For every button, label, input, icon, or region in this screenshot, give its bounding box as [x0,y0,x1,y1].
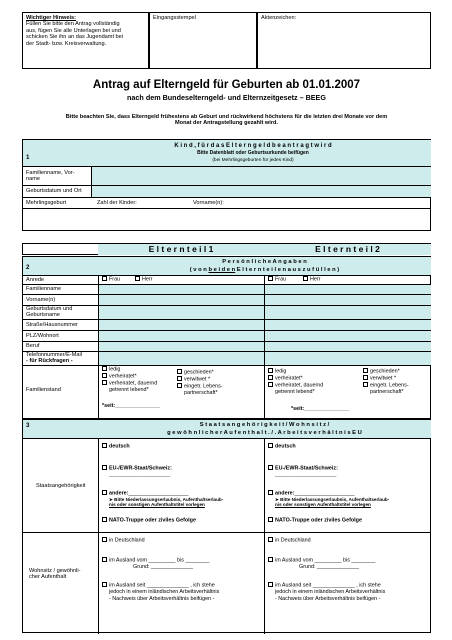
p2-ledig-option[interactable] [268,368,286,375]
p2-partner-line2: partnerschaft* [370,389,404,395]
p2-verheiratet-option[interactable] [268,375,303,382]
deadline-note-line: Bitte beachten Sie, dass Elterngeld frühestens ab Geburt und rückwirkend höchstens für die letzten drei Monate vor dem [65,114,388,120]
option-label: verwitwet * [184,376,211,383]
checkbox-icon [102,373,107,378]
checkbox-icon [102,537,107,542]
section-2-heading-2 [98,267,431,274]
arrow-right-icon: ➤ [275,497,281,502]
p2-frau-option[interactable] [268,276,286,283]
permit-text: nis oder sonstigen Aufenthaltstitel vorlegen [275,502,371,508]
geburt-label [26,306,72,319]
p1-getrennt-option[interactable] [102,380,157,387]
checkbox-icon [102,465,107,470]
plz-label: PLZ/Wohnort [26,333,59,339]
heading-part: ( v o n [189,267,209,273]
p2-seit-line2: jedoch in einem inländischen Arbeitsverhältnis [275,589,386,595]
checkbox-icon [135,276,140,281]
p2-andere-option[interactable] [268,490,354,497]
p1-herr-option[interactable] [135,276,152,283]
p1-nato-option[interactable] [102,517,196,524]
p2-vorname-field[interactable] [265,295,431,305]
option-label: in Deutschland [109,537,145,544]
staat-label: Staatsangehörigkeit [36,483,86,489]
file-number-label: Aktenzeichen: [261,15,297,21]
parent-header-row [22,243,431,255]
seit-text: *seit: [102,403,116,409]
p1-plz-field[interactable] [99,331,264,341]
option-label: EU-/EWR-Staat/Schweiz: [275,465,338,472]
permit-line [109,502,223,507]
option-label: Herr [142,276,153,283]
p1-beruf-field[interactable] [99,342,264,351]
checkbox-icon [102,276,107,281]
child-birth-field[interactable] [92,186,431,197]
option-label: geschieden* [370,368,400,375]
andere-line[interactable]: ____________________ [128,490,189,497]
parent-1-heading: E l t e r n t e i l 1 [148,244,214,254]
p1-frau-option[interactable] [102,276,120,283]
checkbox-icon [102,443,107,448]
section-3 [22,419,431,633]
p2-deutsch-option[interactable] [268,443,296,450]
p2-geburt-field[interactable] [265,306,431,319]
p1-in-de-option[interactable] [102,537,145,544]
section-3-heading-2: g e w ö h n l i c h e r A u f e n t h a l t . / . A r b e i t s v e r h ä l t n i s E U [167,430,362,436]
child-name-label [26,170,75,183]
notice-line: schicken Sie ihn an das Jugendamt bei [26,34,124,41]
p1-getrennt-line2: getrennt lebend* [109,387,149,393]
p1-ausland-seit-option[interactable] [102,582,215,589]
section-2-heading-1: P e r s ö n l i c h e A n g a b e n [222,259,307,265]
heading-emphasis: b e i d e n [208,267,236,273]
stamp-label: Eingangsstempel [153,15,196,21]
stamp-box [149,12,257,69]
p1-seit-line3: - Nachweis über Arbeitsverhältnis beifügen - [109,596,215,602]
p1-geburt-field[interactable] [99,306,264,319]
p1-permit-note [109,497,223,508]
p2-in-de-option[interactable] [268,537,311,544]
section-1 [22,139,431,231]
permit-line [275,502,389,507]
multiple-birth-label: Mehrlingsgeburt [26,200,67,206]
label-line: cher Aufenthalt [29,574,67,581]
familienstand-label: Familienstand [26,387,61,393]
p1-andere-option[interactable] [102,490,188,497]
p1-telefon-field[interactable] [99,352,264,365]
page-title: Antrag auf Elterngeld für Geburten ab 01.01.2007 [92,79,361,91]
checkbox-icon [268,490,273,495]
permit-text: nis oder sonstigen Aufenthaltstitel vorlegen [109,502,205,508]
p2-familienname-field[interactable] [265,285,431,294]
option-label: andere: [275,490,295,497]
section-1-sub1: Bitte Datenblatt oder Geburtsurkunde beifügen [197,150,309,156]
p2-permit-note [275,497,389,508]
checkbox-icon [268,465,273,470]
checkbox-icon [102,582,107,587]
checkbox-icon [102,490,107,495]
p1-verheiratet-option[interactable] [102,373,137,380]
p1-grund-line[interactable]: Grund: ______________ [133,564,193,570]
strasse-label: Straße/Hausnummer [26,322,78,328]
notice-line: der Stadt- bzw. Kreisverwaltung. [26,40,107,47]
section-3-number: 3 [26,422,30,429]
first-names-label: Vorname(n): [193,200,224,206]
label-line: - für Rückfragen - [26,358,73,365]
p2-eu-line[interactable]: ________________________ [275,472,337,477]
p1-partner-line2: partnerschaft* [184,390,218,396]
p1-strasse-field[interactable] [99,320,264,330]
section-1-number: 1 [26,154,30,161]
deadline-note-line: Monat der Antragstellung gezahlt wird. [175,120,278,127]
option-label: im Ausland seit ______________ , ich stehe [275,582,381,589]
p1-partner-option[interactable] [177,383,223,390]
option-label: eingetr. Lebens- [370,382,409,389]
checkbox-icon [177,376,182,381]
p2-getrennt-option[interactable] [268,382,323,389]
wohnsitz-label [29,568,81,581]
option-label: in Deutschland [275,537,311,544]
p2-telefon-field[interactable] [265,352,431,365]
p2-grund-line[interactable]: Grund: ______________ [299,564,359,570]
option-label: EU-/EWR-Staat/Schweiz: [109,465,172,472]
option-label: deutsch [109,443,130,450]
option-label: verwitwet * [370,375,397,382]
checkbox-icon [303,276,308,281]
checkbox-icon [363,382,368,387]
p1-geschieden-option[interactable] [177,369,214,376]
telefon-label [26,352,82,365]
p1-vorname-field[interactable] [99,295,264,305]
label-line: Telefonnummer/E-Mail [26,352,82,358]
checkbox-icon [268,557,273,562]
option-label: andere: [109,490,129,497]
checkbox-icon [102,557,107,562]
p2-seit-label [291,406,349,412]
andere-line[interactable]: ____________________ [294,490,355,497]
children-count-label: Zahl der Kinder: [97,200,137,206]
parent-2-heading: E l t e r n t e i l 2 [315,244,380,254]
checkbox-icon [363,368,368,373]
option-label: im Ausland seit ______________ , ich stehe [109,582,215,589]
option-label: geschieden* [184,369,214,376]
p1-eu-line[interactable]: ________________________ [109,472,171,477]
checkbox-icon [268,382,273,387]
notice-box [22,12,149,69]
option-label: Frau [109,276,121,283]
page-subtitle: nach dem Bundeselterngeld- und Elternzeitgesetz – BEEG [127,93,326,102]
familienname-label: Familienname [26,286,62,292]
option-label: deutsch [275,443,296,450]
checkbox-icon [268,276,273,281]
checkbox-icon [268,582,273,587]
seit-text: *seit: [291,406,305,412]
beruf-label: Beruf [26,343,40,349]
heading-part: E l t e r n t e i l e n a u s z u f ü l l e n ) [235,267,340,273]
label-line: Geburtsname [26,312,60,319]
anrede-label: Anrede [26,277,45,283]
option-label: eingetr. Lebens- [184,383,223,390]
label-line: Familienname, Vor- [26,170,75,176]
arrow-right-icon: ➤ [109,497,115,502]
seit-line[interactable]: _______________ [115,403,161,409]
checkbox-icon [363,375,368,380]
p2-seit-line3: - Nachweis über Arbeitsverhältnis beifügen - [275,596,381,602]
option-label: verheiratet, dauernd [109,380,158,387]
p2-beruf-field[interactable] [265,342,431,351]
p1-verwitwet-option[interactable] [177,376,210,383]
checkbox-icon [102,366,107,371]
section-2 [22,256,431,419]
label-line: Wohnsitz / gewöhnli- [29,568,81,574]
p1-eu-option[interactable] [102,465,172,472]
deadline-note [22,114,431,127]
checkbox-icon [177,369,182,374]
option-label: im Ausland vom _________ bis ________ [275,557,376,564]
p1-familienname-field[interactable] [99,285,264,294]
p1-deutsch-option[interactable] [102,443,130,450]
p2-ausland-seit-option[interactable] [268,582,381,589]
option-label: Frau [275,276,287,283]
p2-ausland-vom-option[interactable] [268,557,375,564]
p2-nato-option[interactable] [268,517,362,524]
checkbox-icon [268,443,273,448]
p1-seit-label [102,403,160,409]
section-2-number: 2 [26,264,30,271]
notice-line: aus, fügen Sie alle Unterlagen bei und [26,27,121,34]
option-label: ledig [109,366,121,373]
option-label: verheiratet* [275,375,303,382]
option-label: NATO-Truppe oder ziviles Gefolge [275,517,362,524]
checkbox-icon [177,383,182,388]
p2-strasse-field[interactable] [265,320,431,330]
checkbox-icon [268,375,273,380]
child-name-field[interactable] [92,167,431,185]
p2-eu-option[interactable] [268,465,338,472]
vorname-label: Vorname(n) [26,297,56,303]
permit-text: Bitte Niederlassungserlaubnis, Aufenthaltserlaub- [114,497,224,502]
checkbox-icon [268,368,273,373]
p1-ledig-option[interactable] [102,366,120,373]
label-line: Geburtsdatum und [26,306,73,312]
seit-line[interactable]: _______________ [304,406,350,412]
p2-getrennt-line2: getrennt lebend* [275,389,315,395]
checkbox-icon [268,517,273,522]
checkbox-icon [102,517,107,522]
p1-seit-line2: jedoch in einem inländischen Arbeitsverhältnis [109,589,220,595]
p1-ausland-vom-option[interactable] [102,557,209,564]
child-birth-label: Geburtsdatum und Ort [26,188,82,194]
checkbox-icon [268,537,273,542]
p2-herr-option[interactable] [303,276,320,283]
option-label: ledig [275,368,287,375]
p2-plz-field[interactable] [265,331,431,341]
section-3-heading-1: S t a a t s a n g e h ö r i g k e i t / W o h n s i t z / [199,422,330,428]
notice-line: Füllen Sie bitte den Antrag vollständig [26,21,120,28]
permit-text: Bitte Niederlassungserlaubnis, Aufenthaltserlaub- [280,497,390,502]
option-label: verheiratet, dauernd [275,382,324,389]
option-label: NATO-Truppe oder ziviles Gefolge [109,517,196,524]
label-line: name [26,176,40,183]
section-1-sub2: (bei Mehrlingsgeburten für jedes Kind) [212,158,294,163]
checkbox-icon [102,380,107,385]
file-number-box[interactable] [257,12,431,69]
option-label: im Ausland vom _________ bis ________ [109,557,210,564]
section-1-heading: K i n d , f ü r d a s E l t e r n g e l d b e a n t r a g t w i r d [174,143,332,149]
p2-verwitwet-option[interactable] [363,375,396,382]
p2-geschieden-option[interactable] [363,368,400,375]
option-label: Herr [310,276,321,283]
notice-title: Wichtiger Hinweis: [26,15,76,21]
p2-partner-option[interactable] [363,382,409,389]
option-label: verheiratet* [109,373,137,380]
